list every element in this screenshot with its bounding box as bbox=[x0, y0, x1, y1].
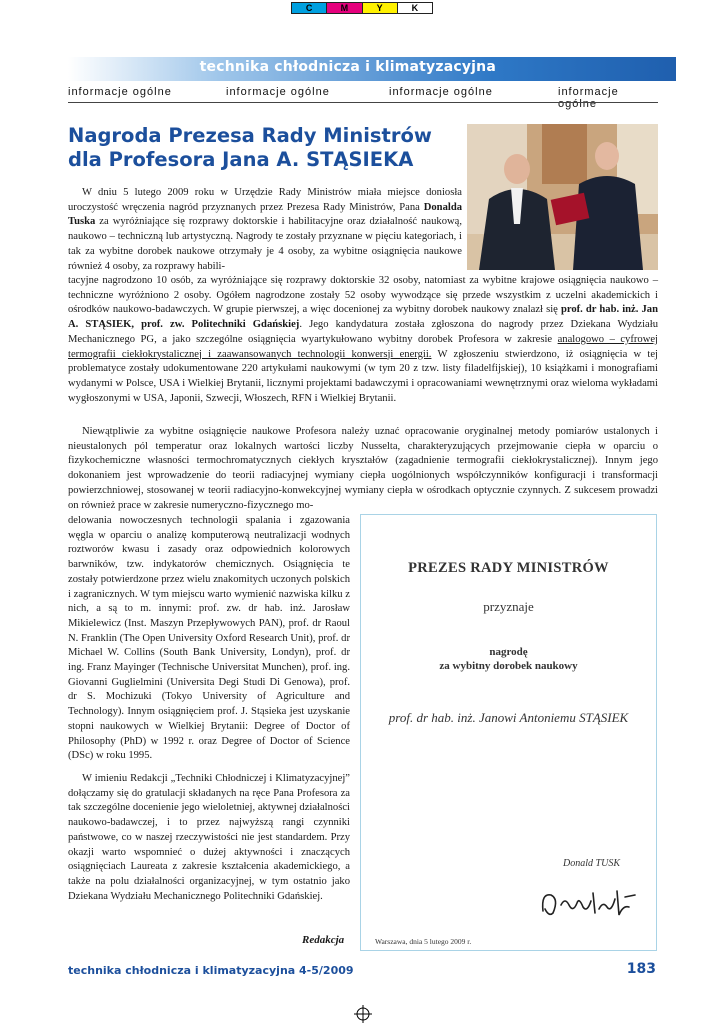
article-paragraph: delowania nowoczesnych technologii spalania i zgazowania węgla w oparciu o analizę komputerową neutralizacji wodnych roztworów kwasu i zasady oraz odpowiednich kolorowych barwników, tzw. indykatorów chemicznych. Osiągnięcia te zostały potwierdzone przez wielu znakomitych uczonych polskich i zagranicznych. W tym miejscu warto wymienić nazwiska kilku z nich, a są to m. innymi: prof. zw. dr hab. inż. Jarosław Mikielewicz (Inst. Maszyn Przepływowych PAN), prof. dr Raoul N. Franklin (The Open University Oxford Research Unit), prof. dr Michael W. Collins (South Bank University, Londyn), prof. dr ing. Franz Mayinger (Technische Universitat Munchen), prof. ing. Giovanni Guglielmini (Universita Degi Studi Di Genowa), prof. dr S. Mochizuki (Tokyo University of Agriculture and Technology). Innym osiągnięciem prof. J. Stąsieka jest uzyskanie stopni naukowych w Wielkiej Brytanii: Degree of Doctor of Philosophy (PhD) w 1992 r. oraz Degree of Doctor of Science (DSc) w roku 1995. bbox=[68, 515, 350, 762]
page-number: 183 bbox=[626, 961, 656, 977]
diploma-grants: przyznaje bbox=[483, 599, 534, 614]
article-title-line: dla Profesora Jana A. STĄSIEKA bbox=[68, 148, 414, 171]
article-paragraph: W dniu 5 lutego 2009 roku w Urzędzie Rady Ministrów miała miejsce doniosła uroczystość wręczenia nagród przyznanych przez Prezesa Rady Ministrów, Pana Donalda Tuska za wyróżniające się rozprawy doktorskie i habilitacyjne oraz działalność naukową, naukowo – techniczną lub artystyczną. Nagrody te zostały przyznane w pięciu kategoriach, i tak za wybitne dorobek naukowe otrzymały je 4 osoby, za wybitne osiągnięcia naukowe również 4 osoby, za rozprawy habili- bbox=[68, 187, 463, 272]
category-bar bbox=[68, 86, 658, 110]
award-ceremony-photo bbox=[467, 124, 658, 270]
handwritten-signature bbox=[539, 883, 639, 923]
cmyk-c: C bbox=[292, 3, 327, 13]
diploma-signer: Donald TUSK bbox=[563, 858, 620, 869]
award-diploma bbox=[360, 514, 657, 951]
article-title-line: Nagroda Prezesa Rady Ministrów bbox=[68, 124, 432, 147]
diploma-prize: nagrodę za wybitny dorobek naukowy bbox=[439, 646, 578, 672]
category-label: informacje ogólne bbox=[389, 86, 493, 98]
cmyk-k: K bbox=[398, 3, 432, 13]
category-label: informacje ogólne bbox=[226, 86, 330, 98]
footer-journal: technika chłodnicza i klimatyzacyjna 4-5/2009 bbox=[68, 964, 354, 977]
category-label: informacje ogólne bbox=[558, 86, 619, 110]
article-paragraph: W imieniu Redakcji „Techniki Chłodniczej i Klimatyzacyjnej” dołączamy się do gratulacji składanych na ręce Pana Profesora za tak szczególne docenienie jego wieloletniej, aktywnej działalności naukowo-badawczej, i to przez najwyższą rangi czynniki państwowe, co w naszej rzeczywistości nie jest standardem. Przy okazji warto wspomnieć o dużej aktywności i znaczących osiągnięciach Laureata z zakresie kształcenia akademickiego, a także na polu działalności organizacyjnej, w tym ostatnio jako Dziekana Wydziału Mechanicznego Politechniki Gdańskiej. bbox=[68, 773, 350, 902]
diploma-recipient: prof. dr hab. inż. Janowi Antoniemu STĄSIEK bbox=[388, 710, 629, 725]
header-band bbox=[68, 57, 676, 81]
article-paragraph-continued: tacyjne nagrodzono 10 osób, za wyróżniające się rozprawy doktorskie 32 osoby, natomiast za wybitne krajowe osiągnięcia naukowo – techniczne wyróżniono 2 osoby. Ogółem nagrodzone zostały 52 osoby wywodzące się przede wszystkim z uczelni akademickich i ośrodków naukowo-badawczych. W grupie pierwszej, a więc docenionej za wybitny dorobek naukowy znalazł się prof. dr hab. inż. Jan A. STĄSIEK, prof. zw. Politechniki Gdańskiej. Jego kandydatura została zgłoszona do nagrody przez Dziekana Wydziału Mechanicznego PG, a jako szczególne osiągnięcia wyartykułowano wybitny dorobek Profesora w zakresie analogowo – cyfrowej termografii ciekłokrystalicznej i zaawansowanych technologii konwersji energii. W zgłoszeniu stwierdzono, iż osiągnięcia w tej problematyce zostały udokumentowane 220 artykułami naukowymi (w tym 20 z tzw. listy filadelfijskiej), 10 książkami i monografiami wydanymi w Polsce, USA i Wielkiej Brytanii, licznymi projektami badawczymi i opracowaniami wewnętrznymi oraz wieloma wykładami wygłoszonymi w USA, Japonii, Szwecji, Włoszech, RFN i Wielkiej Brytanii. bbox=[68, 275, 658, 404]
header-rule bbox=[68, 102, 658, 103]
journal-title: technika chłodnicza i klimatyzacyjna bbox=[199, 59, 496, 75]
category-label: informacje ogólne bbox=[68, 86, 172, 98]
article-title bbox=[68, 124, 468, 172]
diploma-heading: PREZES RADY MINISTRÓW bbox=[408, 560, 609, 576]
photo-illustration bbox=[467, 124, 658, 270]
page-footer bbox=[68, 960, 658, 980]
diploma-date: Warszawa, dnia 5 lutego 2009 r. bbox=[375, 937, 472, 946]
editorial-signature: Redakcja bbox=[302, 934, 345, 946]
registration-mark-icon bbox=[354, 1005, 372, 1023]
article-paragraph: Niewątpliwie za wybitne osiągnięcie naukowe Profesora należy uznać opracowanie oryginalnej metody pomiarów ustalonych i nieustalonych pól temperatur oraz lokalnych wartości liczby Nusselta, charakteryzujących przejmowanie ciepła w oparciu o fizykochemiczne własności termochromatycznych ciekłych kryształów (zagadnienie termografii ciekłokrystalicznej). Innym jego dokonaniem jest wprowadzenie do teorii radiacyjnej wymiany ciepła uogólnionych współczynników konfiguracji i transformacji powierzchniowej, stosowanej w teorii radiacyjno-konwekcyjnej wymiany ciepła w ośrodkach optycznie czynnych. Z sukcesem prowadzi on również prace w zakresie numeryczno-fizycznego mo- bbox=[68, 426, 658, 511]
cmyk-strip bbox=[291, 2, 433, 14]
cmyk-m: M bbox=[327, 3, 362, 13]
cmyk-y: Y bbox=[363, 3, 398, 13]
